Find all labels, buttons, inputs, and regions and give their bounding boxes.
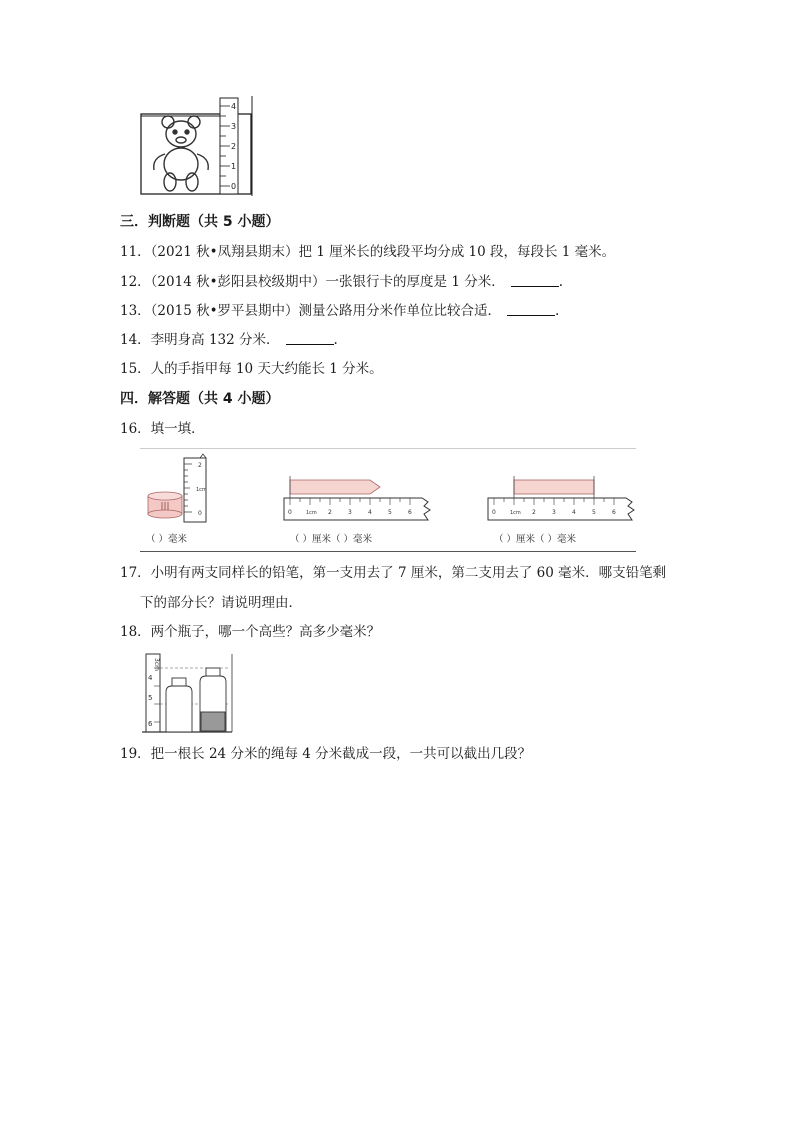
question-13-text: 13．（2015 秋•罗平县期中）测量公路用分米作单位比较合适． [120,303,502,319]
question-17-line2: 下的部分长？请说明理由． [140,595,302,611]
short-bottle-icon [166,678,192,732]
coin-stack-icon [148,492,182,518]
q16-pencil-ruler-figure [282,472,432,524]
q18-tick-4: 4 [148,674,153,682]
fig2-tick-5: 5 [388,509,392,516]
bear-tick-4: 4 [231,102,237,111]
q16-bar-ruler-figure [486,472,636,524]
fig2-tick-1cm: 1cm [306,510,317,516]
q18-tick-6: 6 [148,720,153,728]
fig3-tick-0: 0 [492,509,496,516]
question-18: 18．两个瓶子，哪一个高些？高多少毫米？ [120,624,381,640]
fig2-tick-2: 2 [328,509,332,516]
q18-tick-5: 5 [148,694,153,702]
question-16: 16．填一填． [120,421,205,437]
bear-tick-2: 2 [231,142,237,151]
bear-height-figure [140,96,256,198]
question-13-tail: . [555,303,560,319]
question-12-text: 12．（2014 秋•彭阳县校级期中）一张银行卡的厚度是 1 分米． [120,274,505,290]
q18-tick-3cm: 3cm [153,658,160,671]
fig3-tick-5: 5 [592,509,596,516]
q18-bottles-figure [140,652,234,736]
answer-blank-12[interactable] [511,272,559,287]
fig2-tick-6: 6 [408,509,412,516]
teddy-bear-icon [154,116,209,191]
fig1-tick-2: 2 [198,462,202,469]
question-12 [120,272,563,292]
question-14-text: 14．李明身高 132 分米． [120,332,280,348]
fig2-tick-3: 3 [348,509,352,516]
fig1-tick-0: 0 [198,510,202,517]
question-12-tail: . [558,274,564,290]
q16-fig1-caption: （ ）毫米 [146,534,188,545]
bear-tick-0: 0 [231,182,237,191]
q16-coin-ruler-figure [144,452,224,524]
bear-tick-1: 1 [231,162,237,171]
question-13 [120,301,559,321]
question-14 [120,330,338,350]
fig3-tick-6: 6 [612,509,616,516]
q16-fig2-caption: （ ）厘米（ ）毫米 [290,534,373,545]
answer-blank-14[interactable] [286,330,334,345]
tall-bottle-icon [200,668,226,732]
question-14-tail: . [333,332,338,348]
q16-fig3-caption: （ ）厘米（ ）毫米 [494,534,577,545]
fig2-tick-0: 0 [288,509,292,516]
answer-blank-13[interactable] [507,301,555,316]
question-19: 19．把一根长 24 分米的绳每 4 分米截成一段，一共可以截出几段？ [120,746,532,762]
fig3-tick-1cm: 1cm [510,510,521,516]
question-15: 15．人的手指甲每 10 天大约能长 1 分米。 [120,361,383,377]
section3-heading: 三．判断题（共 5 小题） [120,214,280,230]
fig3-tick-2: 2 [532,509,536,516]
fig3-tick-4: 4 [572,509,576,516]
section4-heading: 四．解答题（共 4 小题） [120,391,280,407]
fig2-tick-4: 4 [368,509,372,516]
bear-tick-3: 3 [231,122,237,131]
fig1-tick-1cm: 1cm [196,487,207,493]
question-11: 11．（2021 秋•凤翔县期末）把 1 厘米长的线段平均分成 10 段，每段长 1 毫米。 [120,244,616,260]
question-17-line1: 17．小明有两支同样长的铅笔，第一支用去了 7 厘米，第二支用去了 60 毫米．哪支铅笔剩 [120,565,667,581]
fig3-tick-3: 3 [552,509,556,516]
